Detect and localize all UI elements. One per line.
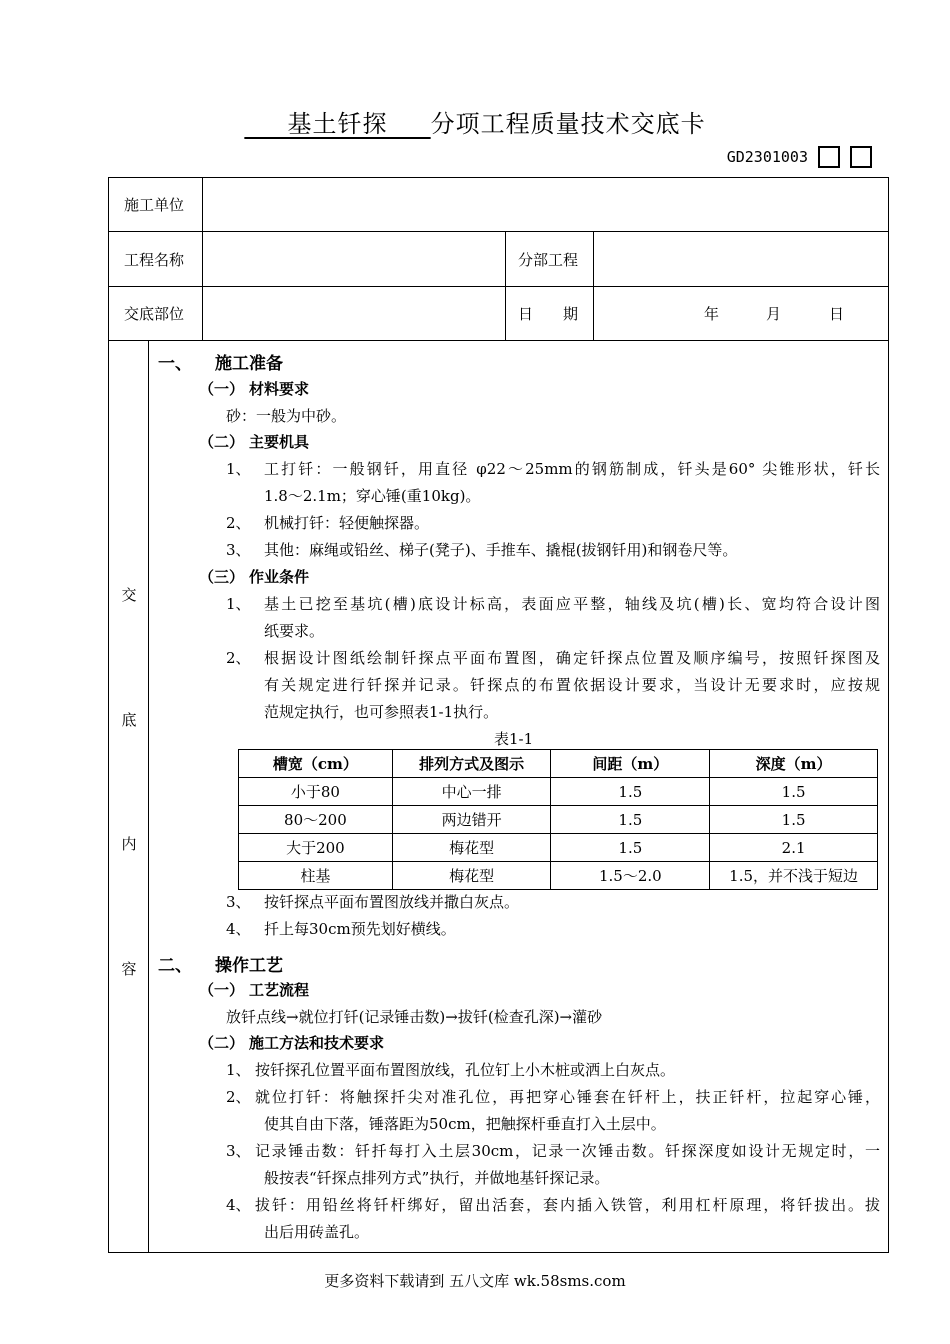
s1b-item1-num: 1、 [226,460,251,478]
s1c-num: （三） [199,568,245,586]
table-cell: 1.5 [710,806,878,834]
s1c-item2-line1: 根据设计图纸绘制钎探点平面布置图，确定钎探点位置及顺序编号，按照钎探图及 [264,649,880,667]
document-code: GD2301003 [726,148,808,166]
table-cell: 大于200 [239,834,393,862]
row-project [109,232,888,287]
date-month: 月 [766,305,782,323]
s2b-item2-line2: 使其自由下落，锤落距为50cm，把触探杆垂直打入土层中。 [264,1115,666,1133]
location-field[interactable] [203,287,506,340]
s1a-title: 材料要求 [249,380,310,398]
table-row [239,806,878,834]
table-cell: 柱基 [239,862,393,890]
s1b-num: （二） [199,433,245,451]
table-cell: 梅花型 [392,834,551,862]
unit-label: 施工单位 [109,178,203,231]
s2b-item2-line1: 就位打钎：将触探扦尖对准孔位，再把穿心锤套在钎杆上，扶正钎杆，拉起穿心锤， [255,1088,880,1106]
table-header-cell: 深度（m） [710,750,878,778]
s2a-title: 工艺流程 [249,981,310,999]
s1c-item2-line3: 范规定执行，也可参照表1-1执行。 [264,703,499,721]
s1c-title: 作业条件 [249,568,310,586]
s1b-item3-line1: 其他：麻绳或铅丝、梯子(凳子)、手推车、撬棍(拔钢钎用)和钢卷尺等。 [264,541,738,559]
side-char-3: 内 [121,835,137,853]
date-year: 年 [704,305,720,323]
s2b-item3-line2: 般按表“钎探点排列方式”执行，并做地基钎探记录。 [264,1169,610,1187]
s1c-item1-num: 1、 [226,595,251,613]
s1c-item2-line2: 有关规定进行钎探并记录。钎探点的布置依据设计要求，当设计无要求时，应按规 [264,676,880,694]
s1a-num: （一） [199,380,245,398]
table-cell: 梅花型 [392,862,551,890]
side-char-2: 底 [121,711,137,729]
table-cell: 1.5～2.0 [551,862,710,890]
checkbox-1[interactable] [818,146,840,168]
s1b-item2-line1: 机械打钎：轻便触探器。 [264,514,430,532]
s2b-item4-line2: 出后用砖盖孔。 [264,1223,370,1241]
s1c-item3-num: 3、 [226,893,251,911]
title-suffix: 分项工程质量技术交底卡 [430,110,706,138]
section-1-num: 一、 [158,354,192,374]
section-1-title: 施工准备 [215,354,283,374]
s1b-item2-num: 2、 [226,514,251,532]
table-row [239,778,878,806]
date-label: 日 期 [506,287,594,340]
spacing-table [238,749,878,890]
s2b-item3-line1: 记录锤击数：钎扦每打入土层30cm，记录一次锤击数。钎探深度如设计无规定时，一 [255,1142,880,1160]
table-cell: 1.5 [551,778,710,806]
s2b-item2-num: 2、 [226,1088,251,1106]
project-field[interactable] [203,232,506,286]
table-cell: 小于80 [239,778,393,806]
division-label: 分部工程 [506,232,594,286]
s2b-title: 施工方法和技术要求 [249,1034,385,1052]
table-header-row [239,750,878,778]
s1c-item4-line1: 扦上每30cm预先划好横线。 [264,920,456,938]
s1c-item1-line1: 基土已挖至基坑(槽)底设计标高，表面应平整，轴线及坑(槽)长、宽均符合设计图 [264,595,880,613]
table-cell: 80～200 [239,806,393,834]
document-code-row [727,146,872,168]
table-cell: 1.5 [551,806,710,834]
table-cell: 1.5，并不浅于短边 [710,862,878,890]
table-header-cell: 间距（m） [551,750,710,778]
form-table [108,177,889,1253]
title-subject: 基土钎探 [287,110,388,138]
s2b-item3-num: 3、 [226,1142,251,1160]
table-cell: 2.1 [710,834,878,862]
side-char-4: 容 [121,960,137,978]
s1c-item3-line1: 按钎探点平面布置图放线并撒白灰点。 [264,893,520,911]
page-title [0,104,950,139]
date-field[interactable] [594,287,888,340]
table-cell: 1.5 [710,778,878,806]
row-unit [109,178,888,232]
s2b-item1-num: 1、 [226,1061,251,1079]
s2b-item1-line1: 按钎探孔位置平面布置图放线，孔位钉上小木桩或洒上白灰点。 [255,1061,676,1079]
table-caption: 表1-1 [494,730,534,748]
table-cell: 两边错开 [392,806,551,834]
table-row [239,862,878,890]
section-2-title: 操作工艺 [215,956,283,976]
s2a-text: 放钎点线→就位打钎(记录锤击数)→拔钎(检查孔深)→灌砂 [226,1008,603,1026]
row-location [109,287,888,341]
table-header-cell: 排列方式及图示 [392,750,551,778]
unit-field[interactable] [203,178,888,231]
s2b-item4-num: 4、 [226,1196,251,1214]
footer-link[interactable]: 更多资料下载请到 五八文库 wk.58sms.com [324,1272,626,1290]
s1b-title: 主要机具 [249,433,310,451]
s1b-item3-num: 3、 [226,541,251,559]
table-cell: 中心一排 [392,778,551,806]
checkbox-2[interactable] [850,146,872,168]
s1a-text: 砂：一般为中砂。 [226,407,347,425]
section-2-num: 二、 [158,956,192,976]
location-label: 交底部位 [109,287,203,340]
table-row [239,834,878,862]
side-label-column [109,341,149,1252]
s1c-item4-num: 4、 [226,920,251,938]
s2b-item4-line1: 拔钎：用铅丝将钎杆绑好，留出活套，套内插入铁管，利用杠杆原理，将钎拔出。拔 [255,1196,880,1214]
date-day: 日 [829,305,845,323]
project-label: 工程名称 [109,232,203,286]
table-header-cell: 槽宽（cm） [239,750,393,778]
s1c-item1-line2: 纸要求。 [264,622,325,640]
s1b-item1-line2: 1.8～2.1m；穿心锤(重10kg)。 [264,487,481,505]
s1c-item2-num: 2、 [226,649,251,667]
table-cell: 1.5 [551,834,710,862]
s1b-item1-line1: 工打钎：一般钢钎，用直径 φ22～25mm的钢筋制成，钎头是60° 尖锥形状，钎长 [264,460,880,478]
division-field[interactable] [594,232,888,286]
s2b-num: （二） [199,1034,245,1052]
side-char-1: 交 [121,586,137,604]
s2a-num: （一） [199,981,245,999]
